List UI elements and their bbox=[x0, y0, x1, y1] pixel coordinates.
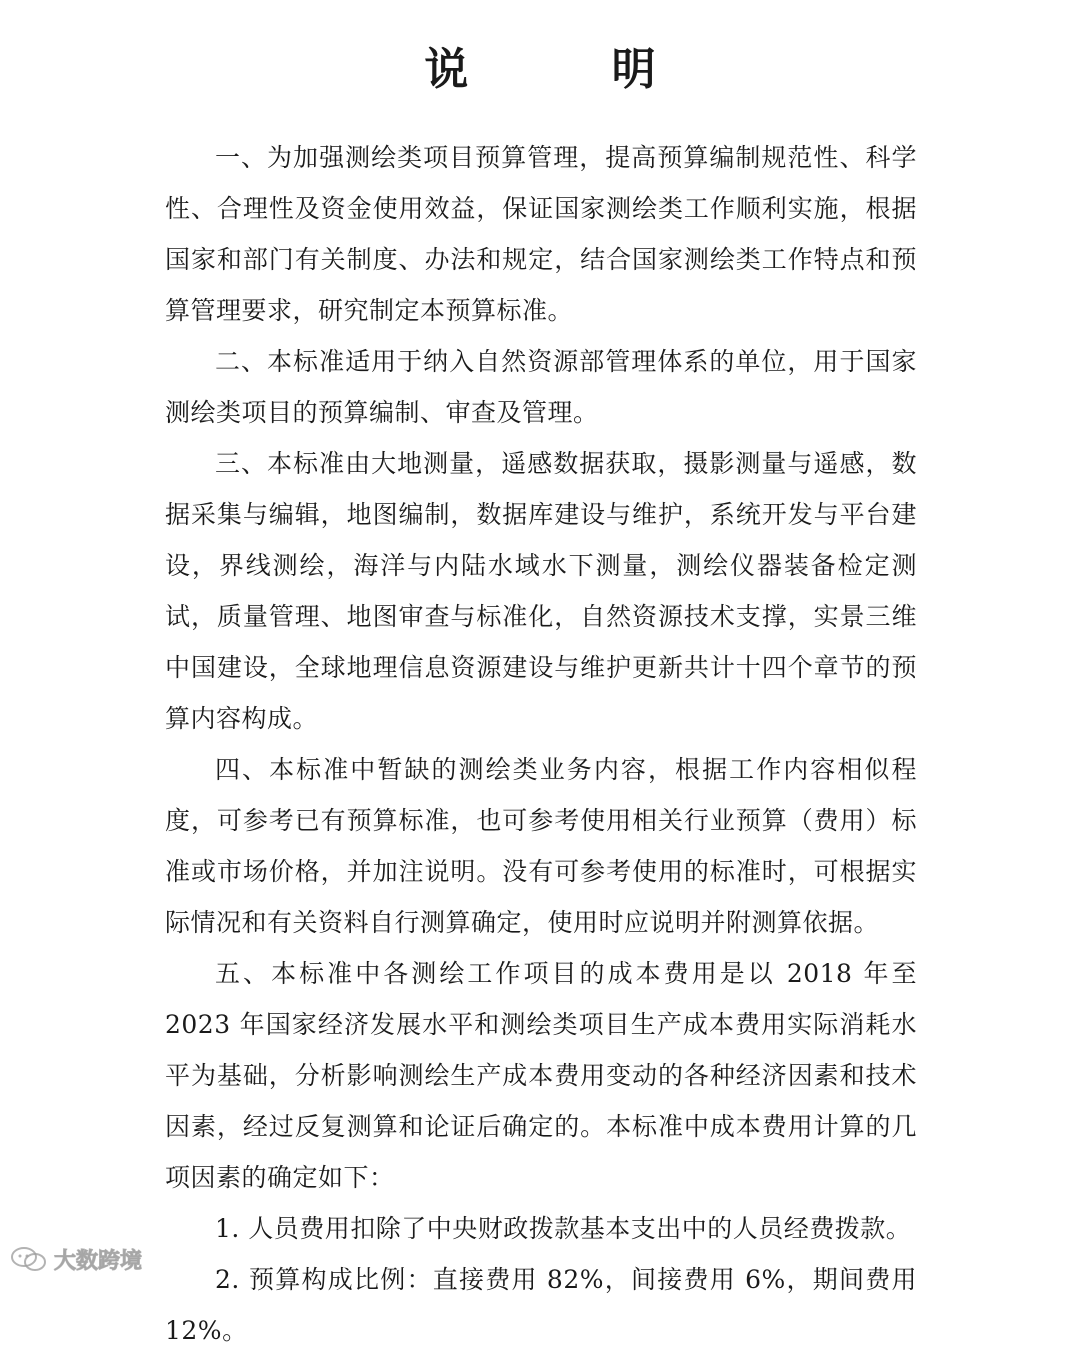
watermark-text: 大数跨境 bbox=[54, 1248, 143, 1274]
paragraph-4: 四、本标准中暂缺的测绘类业务内容，根据工作内容相似程度，可参考已有预算标准，也可参考使用相关行业预算（费用）标准或市场价格，并加注说明。没有可参考使用的标准时，可根据实际情况和有关资料自行测算确定，使用时应说明并附测算依据。 bbox=[165, 755, 917, 937]
paragraph-5: 五、本标准中各测绘工作项目的成本费用是以 2018 年至 2023 年国家经济发展水平和测绘类项目生产成本费用实际消耗水平为基础，分析影响测绘生产成本费用变动的各种经济因素和技术因素，经过反复测算和论证后确定的。本标准中成本费用计算的几项因素的确定如下： bbox=[165, 959, 917, 1192]
paragraph-2: 二、本标准适用于纳入自然资源部管理体系的单位，用于国家测绘类项目的预算编制、审查及管理。 bbox=[165, 347, 917, 427]
paragraph-7: 2. 预算构成比例：直接费用 82%，间接费用 6%，期间费用 12%。 bbox=[165, 1265, 917, 1345]
wechat-bubble-icon bbox=[10, 1245, 48, 1273]
paragraph-3: 三、本标准由大地测量，遥感数据获取，摄影测量与遥感，数据采集与编辑，地图编制，数据库建设与维护，系统开发与平台建设，界线测绘，海洋与内陆水域水下测量，测绘仪器装备检定测试，质量管理、地图审查与标准化，自然资源技术支撑，实景三维中国建设，全球地理信息资源建设与维护更新共计十四个章节的预算内容构成。 bbox=[165, 449, 917, 733]
paragraph-1: 一、为加强测绘类项目预算管理，提高预算编制规范性、科学性、合理性及资金使用效益，保证国家测绘类工作顺利实施，根据国家和部门有关制度、办法和规定，结合国家测绘类工作特点和预算管理要求，研究制定本预算标准。 bbox=[165, 143, 917, 325]
paragraph-6: 1. 人员费用扣除了中央财政拨款基本支出中的人员经费拨款。 bbox=[215, 1214, 912, 1243]
page-title: 说 明 bbox=[424, 44, 720, 95]
watermark bbox=[10, 1242, 142, 1276]
document-body bbox=[165, 132, 917, 1356]
